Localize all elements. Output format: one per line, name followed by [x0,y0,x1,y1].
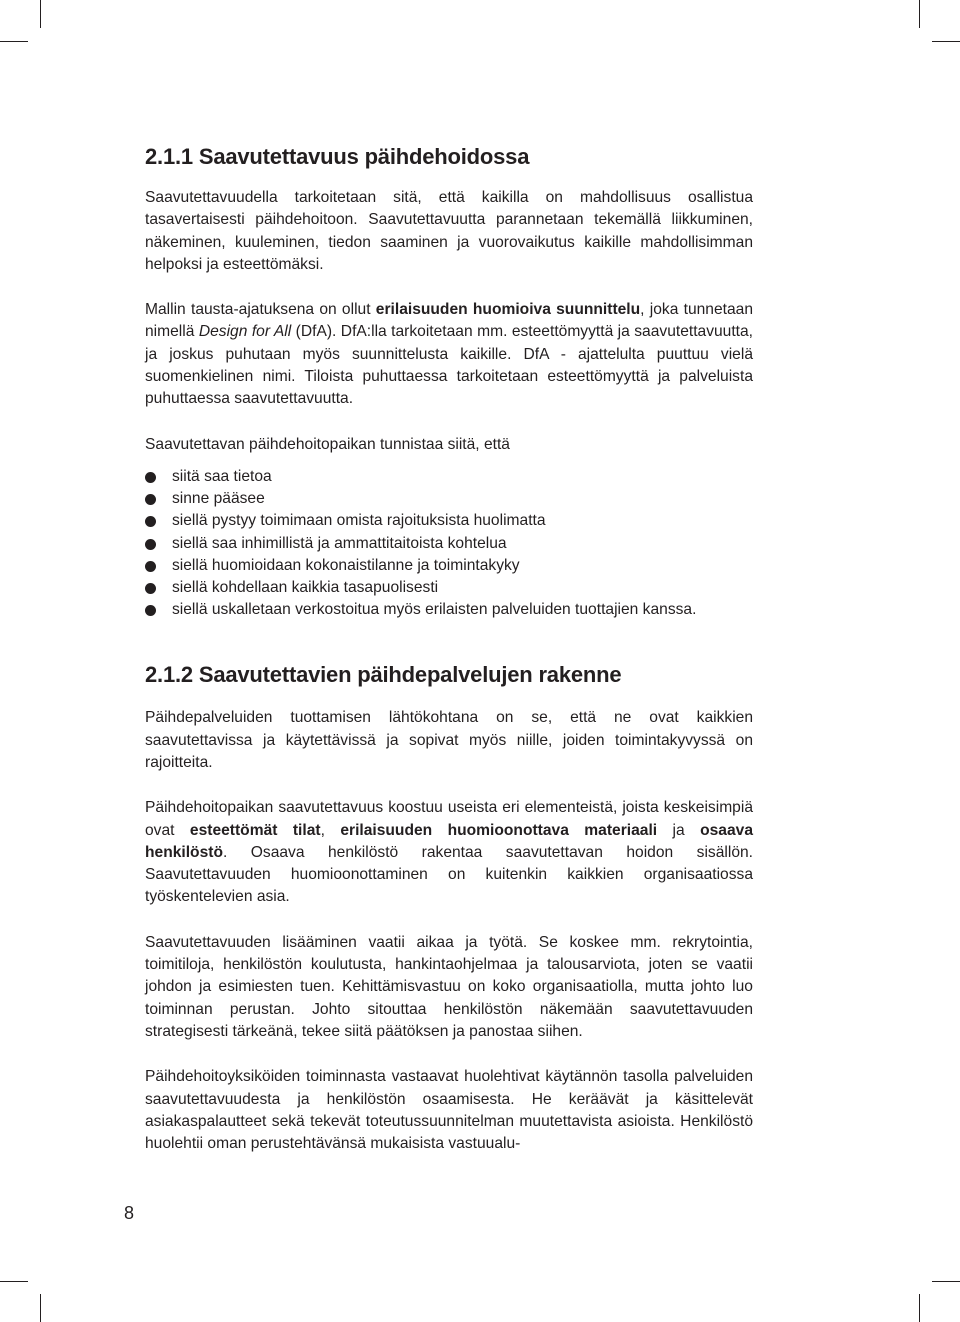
list-item-text: siellä huomioidaan kokonaistilanne ja toimintakyky [172,556,520,574]
page-number: 8 [124,1203,135,1223]
paragraph-definition: Saavutettavuudella tarkoitetaan sitä, että kaikilla on mahdollisuus osallistua tasavertaisesti päihdehoitoon. Saavutettavuutta parannetaan tekemällä liikkuminen, näkeminen, kuuleminen, tiedon saaminen ja vuorovaikutus kaikille mahdollisimman helpoksi ja esteettömäksi. [145,189,753,273]
crop-mark-top-left-vertical [40,0,41,28]
list-item-text: siellä kohdellaan kaikkia tasapuolisesti [172,578,439,596]
bold-term-materiaali: erilaisuuden huomioonottava materiaali [340,821,658,839]
crop-mark-bottom-right-horizontal [932,1281,960,1282]
list-item-text: sinne pääsee [172,490,265,508]
page-content [145,143,753,1178]
italic-term-design-for-all: Design for All [198,323,292,341]
bullet-icon [145,472,156,483]
text-segment: ja [657,821,701,839]
list-item-text: siitä saa tietoa [172,467,272,485]
bullet-icon [145,494,156,505]
section-heading-saavutettavuus: 2.1.1 Saavutettavuus päihdehoidossa [145,144,530,169]
bullet-icon [145,561,156,572]
section-heading-rakenne: 2.1.2 Saavutettavien päihdepalvelujen rakenne [145,662,622,688]
text-segment: Mallin tausta-ajatuksena on ollut [145,301,376,319]
bullet-icon [145,516,156,527]
criteria-list [145,466,753,621]
paragraph-design-for-all [145,299,753,410]
text-segment: , [320,821,341,839]
paragraph-yksikot: Päihdehoitoyksiköiden toiminnasta vastaavat huolehtivat käytännön tasolla palveluiden saavutettavuudesta ja henkilöstön osaamisesta. He keräävät ja käsittelevät asiakaspalautteet sekä tekevät toteutussuunnitelman muutettavista asioista. Henkilöstö huolehtii oman perustehtävänsä mukaisista vastuualu- [145,1068,753,1153]
list-item [145,555,753,577]
crop-mark-bottom-right-vertical [919,1294,920,1322]
list-item-text: siellä saa inhimillistä ja ammattitaitoista kohtelua [172,534,507,552]
crop-mark-bottom-left-vertical [40,1294,41,1322]
bold-term-osaava-henkilosto: osaava henkilöstö [145,821,753,861]
bold-term-esteettomat-tilat: esteettömät tilat [189,821,321,839]
list-item [145,599,753,621]
bullet-icon [145,605,156,616]
list-item [145,577,753,599]
list-item [145,533,753,555]
paragraph-lahtokohta: Päihdepalveluiden tuottamisen lähtökohtana on se, että ne ovat kaikkien saavutettavissa ja käytettävissä ja sopivat myös niille, joiden toimintakyvyssä on rajoitteita. [145,709,753,771]
paragraph-lisaaminen: Saavutettavuuden lisääminen vaatii aikaa ja työtä. Se koskee mm. rekrytointia, toimitiloja, henkilöstön koulutusta, hankintaohjelmaa ja talousarviota, joten se vaatii johdon ja esimiesten tuen. Kehittämisvastuu on koko organisaatiolla, mutta johto luo toiminnan perustan. Johto sitouttaa henkilöstön näkemään saavutettavuuden strategisesti tärkeänä, tekee siitä päätöksen ja panostaa siihen. [145,933,753,1040]
crop-mark-top-right-horizontal [932,41,960,42]
bold-term-erilaisuuden: erilaisuuden huomioiva suunnittelu [375,301,641,319]
text-segment: Päihdehoitopaikan saavutettavuus koostuu useista eri elementeistä, joista keskeisimpiä ovat [145,799,753,839]
text-segment: . Osaava henkilöstö rakentaa saavutettavan hoidon sisällön. Saavutettavuuden huomioonottaminen on kuitenkin kaikkien organisaatiossa työskentelevien asia. [145,843,753,906]
paragraph-intro-list: Saavutettavan päihdehoitopaikan tunnistaa siitä, että [145,435,510,453]
paragraph-elementit [145,797,753,908]
bullet-icon [145,539,156,550]
list-item [145,466,753,488]
bullet-icon [145,583,156,594]
crop-mark-top-right-vertical [919,0,920,28]
crop-mark-bottom-left-horizontal [0,1281,28,1282]
text-segment: (DfA). DfA:lla tarkoitetaan mm. esteettömyyttä ja saavutettavuutta, ja joskus puhutaan myös suunnittelusta kaikille. DfA - ajattelulta puuttuu vielä suomenkielinen nimi. Tiloista puhuttaessa tarkoitetaan esteettömyyttä ja palveluista puhuttaessa saavutettavuutta. [145,323,754,408]
list-item [145,488,753,510]
list-item-text: siellä uskalletaan verkostoitua myös erilaisten palveluiden tuottajien kanssa. [172,601,697,619]
list-item-text: siellä pystyy toimimaan omista rajoituksista huolimatta [172,512,546,530]
crop-mark-top-left-horizontal [0,41,28,42]
text-segment: , joka tunnetaan nimellä [145,301,753,341]
list-item [145,510,753,532]
